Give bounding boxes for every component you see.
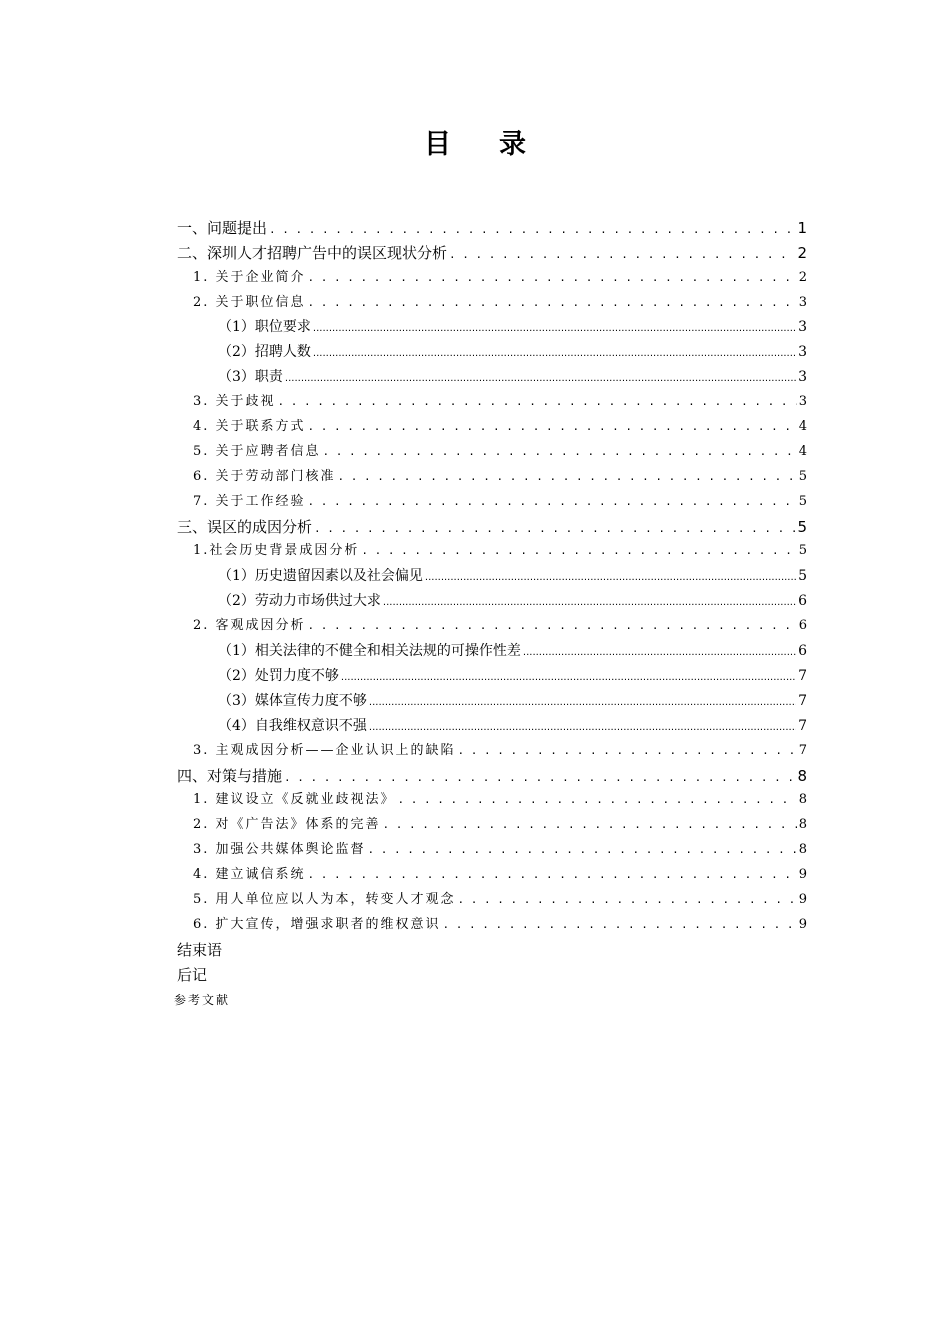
toc-page-number: 4 [798, 419, 807, 434]
toc-dot-leader [458, 739, 797, 763]
toc-page-number: 1 [797, 219, 807, 237]
toc-page-number: 5 [798, 543, 807, 558]
toc-dot-leader [314, 515, 795, 541]
toc-entry[interactable] [177, 241, 807, 265]
toc-entry-label: 二、深圳人才招聘广告中的误区现状分析 [177, 244, 448, 262]
toc-entry[interactable] [193, 440, 807, 464]
toc-entry-label: 3. 主观成因分析——企业认识上的缺陷 [193, 743, 456, 758]
toc-entry-label: （2）招聘人数 [218, 344, 311, 360]
toc-entry-label: 5. 关于应聘者信息 [193, 444, 321, 459]
toc-page-number: 2 [798, 270, 807, 285]
toc-entry[interactable] [193, 465, 807, 489]
toc-dot-leader [313, 315, 796, 341]
toc-entry[interactable] [218, 315, 807, 339]
toc-entry[interactable] [193, 813, 807, 837]
toc-dot-leader [458, 888, 797, 912]
toc-page-number: 9 [798, 892, 807, 907]
toc-page-number: 9 [798, 917, 807, 932]
toc-conclusion[interactable]: 结束语 [177, 941, 223, 959]
toc-dot-leader [338, 465, 797, 489]
toc-entry-label: 2. 关于职位信息 [193, 295, 306, 310]
toc-entry-label: （1）相关法律的不健全和相关法规的可操作性差 [218, 643, 521, 659]
toc-entry-label: 1. 关于企业简介 [193, 270, 306, 285]
toc-dot-leader [285, 365, 796, 391]
page-title [0, 122, 950, 161]
toc-page-number: 3 [798, 369, 807, 385]
toc-page-number: 5 [798, 568, 807, 584]
toc-dot-leader [308, 614, 797, 638]
toc-entry[interactable] [193, 490, 807, 514]
toc-dot-leader [269, 216, 795, 242]
toc-dot-leader [323, 440, 797, 464]
toc-dot-leader [341, 664, 796, 690]
toc-entry[interactable] [193, 888, 807, 912]
toc-page-number: 7 [798, 668, 807, 684]
toc-entry[interactable] [218, 340, 807, 364]
toc-page-number: 3 [798, 319, 807, 335]
toc-page-number: 7 [798, 693, 807, 709]
toc-dot-leader [449, 241, 795, 267]
toc-entry[interactable] [218, 689, 807, 713]
toc-page-number: 3 [798, 394, 807, 409]
toc-dot-leader [369, 689, 796, 715]
toc-entry[interactable] [193, 838, 807, 862]
toc-page-number: 6 [798, 593, 807, 609]
toc-dot-leader [284, 764, 795, 790]
toc-page-number: 4 [798, 444, 807, 459]
toc-dot-leader [308, 415, 797, 439]
toc-entry[interactable] [193, 913, 807, 937]
toc-entry-label: （2）劳动力市场供过大求 [218, 593, 381, 609]
toc-entry-label: 3. 加强公共媒体舆论监督 [193, 842, 366, 857]
toc-entry-label: （1）历史遗留因素以及社会偏见 [218, 568, 423, 584]
toc-entry[interactable] [218, 365, 807, 389]
toc-entry-label: 1.社会历史背景成因分析 [193, 543, 360, 558]
toc-page-number: 8 [797, 767, 807, 785]
toc-dot-leader [361, 539, 796, 563]
toc-page-number: 5 [797, 518, 807, 536]
toc-entry-label: （1）职位要求 [218, 319, 311, 335]
toc-entry[interactable] [193, 614, 807, 638]
toc-dot-leader [313, 340, 796, 366]
toc-dot-leader [383, 589, 796, 615]
toc-entry[interactable] [193, 415, 807, 439]
toc-entry-label: 3. 关于歧视 [193, 394, 276, 409]
toc-entry[interactable] [193, 390, 807, 414]
toc-entry[interactable] [193, 863, 807, 887]
toc-entry[interactable] [218, 714, 807, 738]
toc-postscript[interactable]: 后记 [177, 966, 208, 984]
toc-references[interactable]: 参考文献 [174, 993, 231, 1007]
toc-entry[interactable] [177, 216, 807, 240]
toc-dot-leader [383, 813, 797, 837]
toc-entry[interactable] [177, 515, 807, 539]
toc-entry-label: 1. 建议设立《反就业歧视法》 [193, 792, 396, 807]
toc-dot-leader [308, 266, 797, 290]
toc-dot-leader [308, 291, 797, 315]
toc-entry-label: （3）职责 [218, 369, 283, 385]
toc-entry-label: 2. 对《广告法》体系的完善 [193, 817, 381, 832]
toc-page-number: 6 [798, 643, 807, 659]
toc-entry[interactable] [193, 739, 807, 763]
toc-entry-label: 7. 关于工作经验 [193, 494, 306, 509]
toc-page-number: 5 [798, 494, 807, 509]
toc-entry[interactable] [218, 589, 807, 613]
toc-page-number: 8 [798, 792, 807, 807]
toc-entry-label: 4. 关于联系方式 [193, 419, 306, 434]
toc-entry[interactable] [218, 639, 807, 663]
title-char-2: 录 [499, 129, 526, 160]
toc-dot-leader [278, 390, 797, 414]
toc-dot-leader [368, 838, 797, 862]
toc-entry-label: （3）媒体宣传力度不够 [218, 693, 367, 709]
toc-page-number: 5 [798, 469, 807, 484]
title-char-1: 目 [424, 129, 451, 160]
toc-entry-label: 4. 建立诚信系统 [193, 867, 306, 882]
toc-page-number: 7 [798, 718, 807, 734]
toc-dot-leader [369, 714, 796, 740]
toc-page-number: 8 [798, 842, 807, 857]
toc-page-number: 2 [797, 244, 807, 262]
toc-page-number: 7 [798, 743, 807, 758]
toc-page-number: 8 [798, 817, 807, 832]
toc-page-number: 3 [798, 295, 807, 310]
toc-entry[interactable] [177, 764, 807, 788]
toc-page-number: 9 [798, 867, 807, 882]
toc-page-number: 3 [798, 344, 807, 360]
toc-entry[interactable] [218, 664, 807, 688]
toc-entry[interactable] [193, 788, 807, 812]
toc-dot-leader [398, 788, 797, 812]
toc-entry[interactable] [193, 539, 807, 563]
toc-entry-label: 一、问题提出 [177, 219, 268, 237]
toc-entry-label: 6. 扩大宣传，增强求职者的维权意识 [193, 917, 441, 932]
toc-entry-label: 2. 客观成因分析 [193, 618, 306, 633]
toc-dot-leader [523, 639, 796, 665]
toc-entry-label: （2）处罚力度不够 [218, 668, 339, 684]
toc-entry[interactable] [218, 564, 807, 588]
toc-entry-label: 5. 用人单位应以人为本，转变人才观念 [193, 892, 456, 907]
toc-dot-leader [425, 564, 796, 590]
toc-dot-leader [443, 913, 797, 937]
toc-entry-label: 四、对策与措施 [177, 767, 283, 785]
toc-entry-label: 三、误区的成因分析 [177, 518, 313, 536]
toc-dot-leader [308, 490, 797, 514]
toc-entry-label: （4）自我维权意识不强 [218, 718, 367, 734]
toc-page-number: 6 [798, 618, 807, 633]
toc-entry[interactable] [193, 291, 807, 315]
toc-entry[interactable] [193, 266, 807, 290]
toc-dot-leader [308, 863, 797, 887]
toc-entry-label: 6. 关于劳动部门核准 [193, 469, 336, 484]
